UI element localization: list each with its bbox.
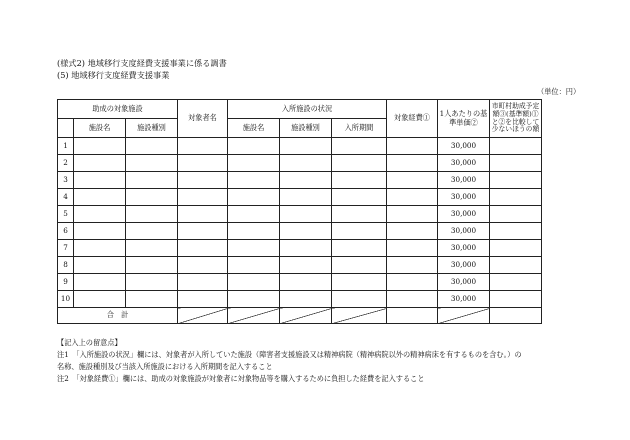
subsidy-cell[interactable] [490,240,542,257]
adm-facility-type-cell[interactable] [280,223,332,240]
adm-facility-type-cell[interactable] [280,138,332,155]
adm-period-cell[interactable] [332,274,387,291]
row-number: 3 [58,172,74,189]
table-row [58,223,542,240]
adm-facility-name-cell[interactable] [228,138,280,155]
notes-heading: 【記入上の留意点】 [57,338,122,347]
target-cost-cell[interactable] [387,291,438,308]
recipient-name-cell[interactable] [178,172,228,189]
total-subsidy-cell[interactable] [490,308,542,324]
table-row [58,291,542,308]
facility-type-cell[interactable] [126,138,178,155]
row-number: 10 [58,291,74,308]
adm-facility-type-cell[interactable] [280,189,332,206]
adm-facility-name-cell[interactable] [228,240,280,257]
table-row [58,138,542,155]
recipient-name-cell[interactable] [178,240,228,257]
subsidy-cell[interactable] [490,291,542,308]
adm-period-cell[interactable] [332,155,387,172]
unit-label: （単位：円） [537,87,581,96]
subsidy-cell[interactable] [490,257,542,274]
row-number: 6 [58,223,74,240]
target-cost-cell[interactable] [387,155,438,172]
adm-period-cell[interactable] [332,223,387,240]
row-number: 9 [58,274,74,291]
recipient-name-cell[interactable] [178,206,228,223]
adm-facility-type-cell[interactable] [280,274,332,291]
base-amount-cell: 30,000 [438,257,490,274]
adm-facility-type-cell[interactable] [280,172,332,189]
adm-period-cell[interactable] [332,240,387,257]
table-row [58,155,542,172]
recipient-name-cell[interactable] [178,257,228,274]
adm-facility-name-cell[interactable] [228,223,280,240]
row-number: 7 [58,240,74,257]
facility-name-cell[interactable] [74,189,126,206]
target-cost-cell[interactable] [387,240,438,257]
facility-type-cell[interactable] [126,291,178,308]
adm-facility-name-cell[interactable] [228,291,280,308]
table-row [58,172,542,189]
facility-name-cell[interactable] [74,240,126,257]
total-row [58,308,542,324]
adm-period-cell[interactable] [332,206,387,223]
base-amount-cell: 30,000 [438,189,490,206]
adm-period-cell[interactable] [332,138,387,155]
total-diagonal-cell [280,308,332,324]
note-1-line-1: 注1 「入所施設の状況」欄には、対象者が入所していた施設（障害者支援施設又は精神病院（精神病院以外の精神病床を有するものを含む。）の [57,350,522,359]
row-number: 5 [58,206,74,223]
base-amount-cell: 30,000 [438,274,490,291]
adm-facility-type-cell[interactable] [280,240,332,257]
subsidy-cell[interactable] [490,138,542,155]
facility-type-cell[interactable] [126,172,178,189]
base-amount-cell: 30,000 [438,291,490,308]
facility-name-cell[interactable] [74,138,126,155]
facility-name-cell[interactable] [74,257,126,274]
target-cost-cell[interactable] [387,138,438,155]
subsidy-cell[interactable] [490,206,542,223]
adm-facility-type-cell[interactable] [280,206,332,223]
adm-period-cell[interactable] [332,189,387,206]
subsidy-cell[interactable] [490,155,542,172]
total-diagonal-cell [228,308,280,324]
recipient-name-cell[interactable] [178,138,228,155]
base-amount-cell: 30,000 [438,138,490,155]
recipient-name-cell[interactable] [178,291,228,308]
header-facility-name: 施設名 [74,119,126,138]
total-diagonal-cell [178,308,228,324]
facility-type-cell[interactable] [126,274,178,291]
adm-facility-name-cell[interactable] [228,257,280,274]
facility-type-cell[interactable] [126,257,178,274]
row-number: 2 [58,155,74,172]
header-adm-period: 入所期間 [332,119,387,138]
adm-facility-type-cell[interactable] [280,257,332,274]
adm-facility-name-cell[interactable] [228,155,280,172]
target-cost-cell[interactable] [387,274,438,291]
facility-type-cell[interactable] [126,223,178,240]
table-row [58,240,542,257]
row-number: 8 [58,257,74,274]
total-diagonal-cell [332,308,387,324]
recipient-name-cell[interactable] [178,155,228,172]
recipient-name-cell[interactable] [178,223,228,240]
adm-facility-name-cell[interactable] [228,274,280,291]
table-row [58,206,542,223]
facility-name-cell[interactable] [74,155,126,172]
facility-name-cell[interactable] [74,291,126,308]
facility-type-cell[interactable] [126,206,178,223]
table-row [58,257,542,274]
base-amount-cell: 30,000 [438,172,490,189]
total-diagonal-cell [438,308,490,324]
adm-facility-name-cell[interactable] [228,206,280,223]
adm-facility-type-cell[interactable] [280,291,332,308]
subsidy-cell[interactable] [490,274,542,291]
subsidy-cell[interactable] [490,172,542,189]
facility-name-cell[interactable] [74,223,126,240]
base-amount-cell: 30,000 [438,155,490,172]
adm-facility-type-cell[interactable] [280,155,332,172]
header-municipal-subsidy: 市町村助成予定額③(基準額)①と②を比較して少ないほうの額 [490,100,542,138]
header-adm-facility-name: 施設名 [228,119,280,138]
form-subtitle: (5) 地域移行支度経費支援事業 [57,70,170,80]
row-number: 1 [58,138,74,155]
support-table [57,99,542,324]
facility-name-cell[interactable] [74,206,126,223]
adm-facility-name-cell[interactable] [228,172,280,189]
header-target-cost: 対象経費① [387,100,438,138]
header-blank [58,119,74,138]
facility-type-cell[interactable] [126,155,178,172]
total-label: 合 計 [58,308,178,324]
header-support-facility: 助成の対象施設 [58,100,178,119]
base-amount-cell: 30,000 [438,240,490,257]
header-adm-facility-type: 施設種別 [280,119,332,138]
adm-period-cell[interactable] [332,257,387,274]
subsidy-cell[interactable] [490,189,542,206]
subsidy-cell[interactable] [490,223,542,240]
form-reference: (様式2) 地域移行支度経費支援事業に係る調書 [57,58,227,68]
facility-name-cell[interactable] [74,274,126,291]
header-recipient-name: 対象者名 [178,100,228,138]
target-cost-cell[interactable] [387,189,438,206]
facility-type-cell[interactable] [126,189,178,206]
adm-facility-name-cell[interactable] [228,189,280,206]
adm-period-cell[interactable] [332,291,387,308]
table-row [58,189,542,206]
target-cost-cell[interactable] [387,206,438,223]
row-number: 4 [58,189,74,206]
target-cost-cell[interactable] [387,223,438,240]
header-per-person-base: 1人あたりの基準単価② [438,100,490,138]
header-facility-type: 施設種別 [126,119,178,138]
note-2: 注2 「対象経費①」欄には、助成の対象施設が対象者に対象物品等を購入するために負担した経費を記入すること [57,374,425,383]
note-1-line-2: 名称、施設種別及び当該入所施設における入所期間を記入すること [57,362,273,371]
table-row [58,274,542,291]
target-cost-cell[interactable] [387,257,438,274]
adm-period-cell[interactable] [332,172,387,189]
target-cost-cell[interactable] [387,172,438,189]
facility-name-cell[interactable] [74,172,126,189]
base-amount-cell: 30,000 [438,206,490,223]
recipient-name-cell[interactable] [178,189,228,206]
recipient-name-cell[interactable] [178,274,228,291]
facility-type-cell[interactable] [126,240,178,257]
header-admission-status: 入所施設の状況 [228,100,387,119]
base-amount-cell: 30,000 [438,223,490,240]
total-target-cost-cell[interactable] [387,308,438,324]
